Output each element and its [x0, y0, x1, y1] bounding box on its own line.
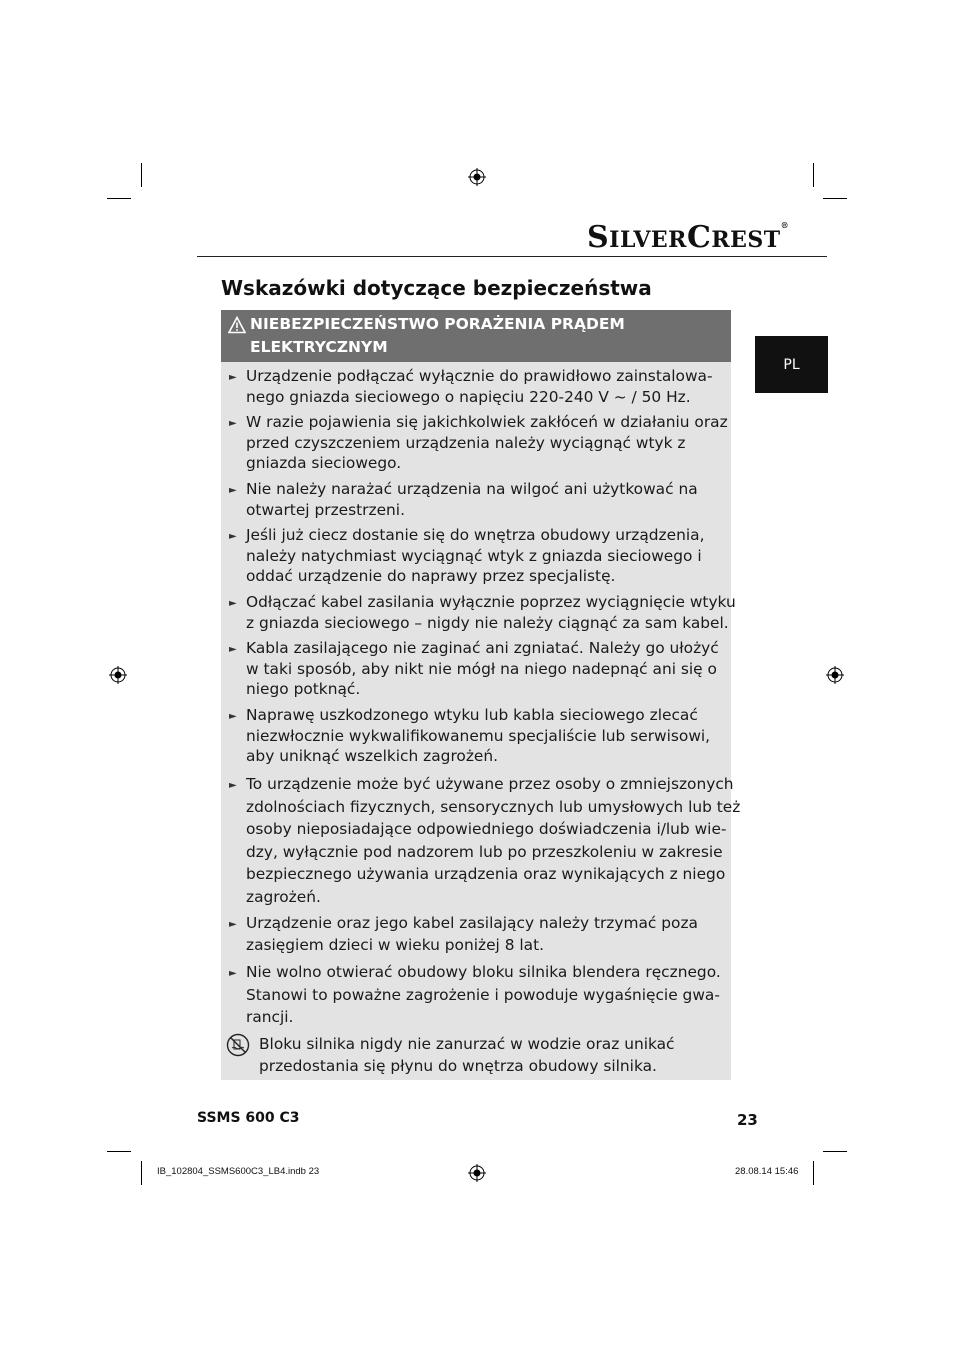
page-number: 23: [737, 1111, 758, 1129]
warning-heading: NIEBEZPIECZEŃSTWO PORAŻENIA PRĄDEM ELEKTRYCZNYM: [221, 310, 731, 362]
bullet-arrow-icon: ►: [229, 644, 237, 655]
crop-mark: [813, 163, 814, 187]
list-item-line: To urządzenie może być używane przez osoby o zmniejszonych: [246, 775, 734, 793]
crop-mark: [813, 1161, 814, 1185]
list-item-line: niezwłocznie wykwalifikowanemu specjaliście lub serwisowi,: [246, 726, 711, 745]
note-line: Bloku silnika nigdy nie zanurzać w wodzie oraz unikać: [259, 1035, 675, 1053]
list-item-line: Stanowi to poważne zagrożenie i powoduje wygaśnięcie gwa-: [246, 985, 720, 1004]
bullet-arrow-icon: ►: [229, 418, 237, 429]
crop-mark: [107, 198, 131, 199]
bullet-arrow-icon: ►: [229, 919, 237, 930]
list-item-line: Kabla zasilającego nie zaginać ani zgniatać. Należy go ułożyć: [246, 639, 719, 657]
bullet-arrow-icon: ►: [229, 780, 237, 791]
warning-box: [221, 310, 741, 1080]
list-item-line: przed czyszczeniem urządzenia należy wyciągnąć wtyk z: [246, 433, 686, 452]
list-item-line: z gniazda sieciowego – nigdy nie należy ciągnąć za sam kabel.: [246, 613, 729, 632]
header-rule: [197, 256, 827, 257]
bullet-arrow-icon: ►: [229, 711, 237, 722]
crop-mark: [823, 1151, 847, 1152]
language-tab: PL: [755, 336, 828, 393]
registration-mark-icon: [826, 666, 844, 684]
crop-mark: [141, 163, 142, 187]
list-item-line: W razie pojawienia się jakichkolwiek zakłóceń w działaniu oraz: [246, 413, 728, 431]
registration-mark-icon: [109, 666, 127, 684]
registration-mark-icon: [468, 168, 486, 186]
list-item-line: Jeśli już ciecz dostanie się do wnętrza obudowy urządzenia,: [246, 526, 705, 544]
bullet-arrow-icon: ►: [229, 968, 237, 979]
warning-triangle-icon: [228, 316, 246, 334]
registration-mark-icon: [468, 1164, 486, 1182]
list-item-line: gniazda sieciowego.: [246, 454, 402, 472]
list-item-line: Urządzenie oraz jego kabel zasilający należy trzymać poza: [246, 914, 698, 932]
list-item-line: zasięgiem dzieci w wieku poniżej 8 lat.: [246, 936, 545, 954]
brand-logo: SILVERCREST®: [587, 220, 790, 255]
list-item-line: należy natychmiast wyciągnąć wtyk z gniazda sieciowego i: [246, 546, 702, 565]
list-item-line: rancji.: [246, 1008, 294, 1026]
list-item-line: aby uniknąć wszelkich zagrożeń.: [246, 747, 499, 765]
bullet-arrow-icon: ►: [229, 531, 237, 542]
print-slug-date: 28.08.14 15:46: [735, 1166, 799, 1177]
list-item-line: otwartej przestrzeni.: [246, 500, 405, 519]
list-item-line: Nie wolno otwierać obudowy bloku silnika blendera ręcznego.: [246, 963, 721, 981]
list-item-line: oddać urządzenie do naprawy przez specjalistę.: [246, 567, 616, 585]
note-line: przedostania się płynu do wnętrza obudowy silnika.: [259, 1057, 657, 1075]
crop-mark: [141, 1161, 142, 1185]
list-item-line: bezpiecznego używania urządzenia oraz wynikających z niego: [246, 865, 726, 883]
list-item-line: zdolnościach fizycznych, sensorycznych lub umysłowych lub też: [246, 797, 741, 816]
crop-mark: [823, 198, 847, 199]
list-item-line: Nie należy narażać urządzenia na wilgoć ani użytkować na: [246, 480, 698, 498]
list-item-line: osoby nieposiadające odpowiedniego doświadczenia i/lub wie-: [246, 820, 727, 838]
list-item-line: niego potknąć.: [246, 680, 361, 698]
no-immersion-icon: [226, 1033, 250, 1057]
crop-mark: [107, 1151, 131, 1152]
bullet-arrow-icon: ►: [229, 372, 237, 383]
list-item-line: Urządzenie podłączać wyłącznie do prawidłowo zainstalowa-: [246, 367, 713, 385]
bullet-arrow-icon: ►: [229, 598, 237, 609]
list-item-line: nego gniazda sieciowego o napięciu 220-240 V ~ / 50 Hz.: [246, 387, 691, 406]
page-title: Wskazówki dotyczące bezpieczeństwa: [221, 276, 652, 300]
list-item-line: Naprawę uszkodzonego wtyku lub kabla sieciowego zlecać: [246, 706, 698, 724]
list-item-line: Odłączać kabel zasilania wyłącznie poprzez wyciągnięcie wtyku: [246, 593, 736, 611]
list-item-line: w taki sposób, aby nikt nie mógł na niego nadepnąć ani się o: [246, 659, 717, 678]
list-item-line: zagrożeń.: [246, 887, 321, 906]
list-item-line: dzy, wyłącznie pod nadzorem lub po przeszkoleniu w zakresie: [246, 842, 723, 861]
print-slug-file: IB_102804_SSMS600C3_LB4.indb 23: [157, 1166, 320, 1177]
bullet-arrow-icon: ►: [229, 485, 237, 496]
model-number: SSMS 600 C3: [197, 1110, 300, 1126]
